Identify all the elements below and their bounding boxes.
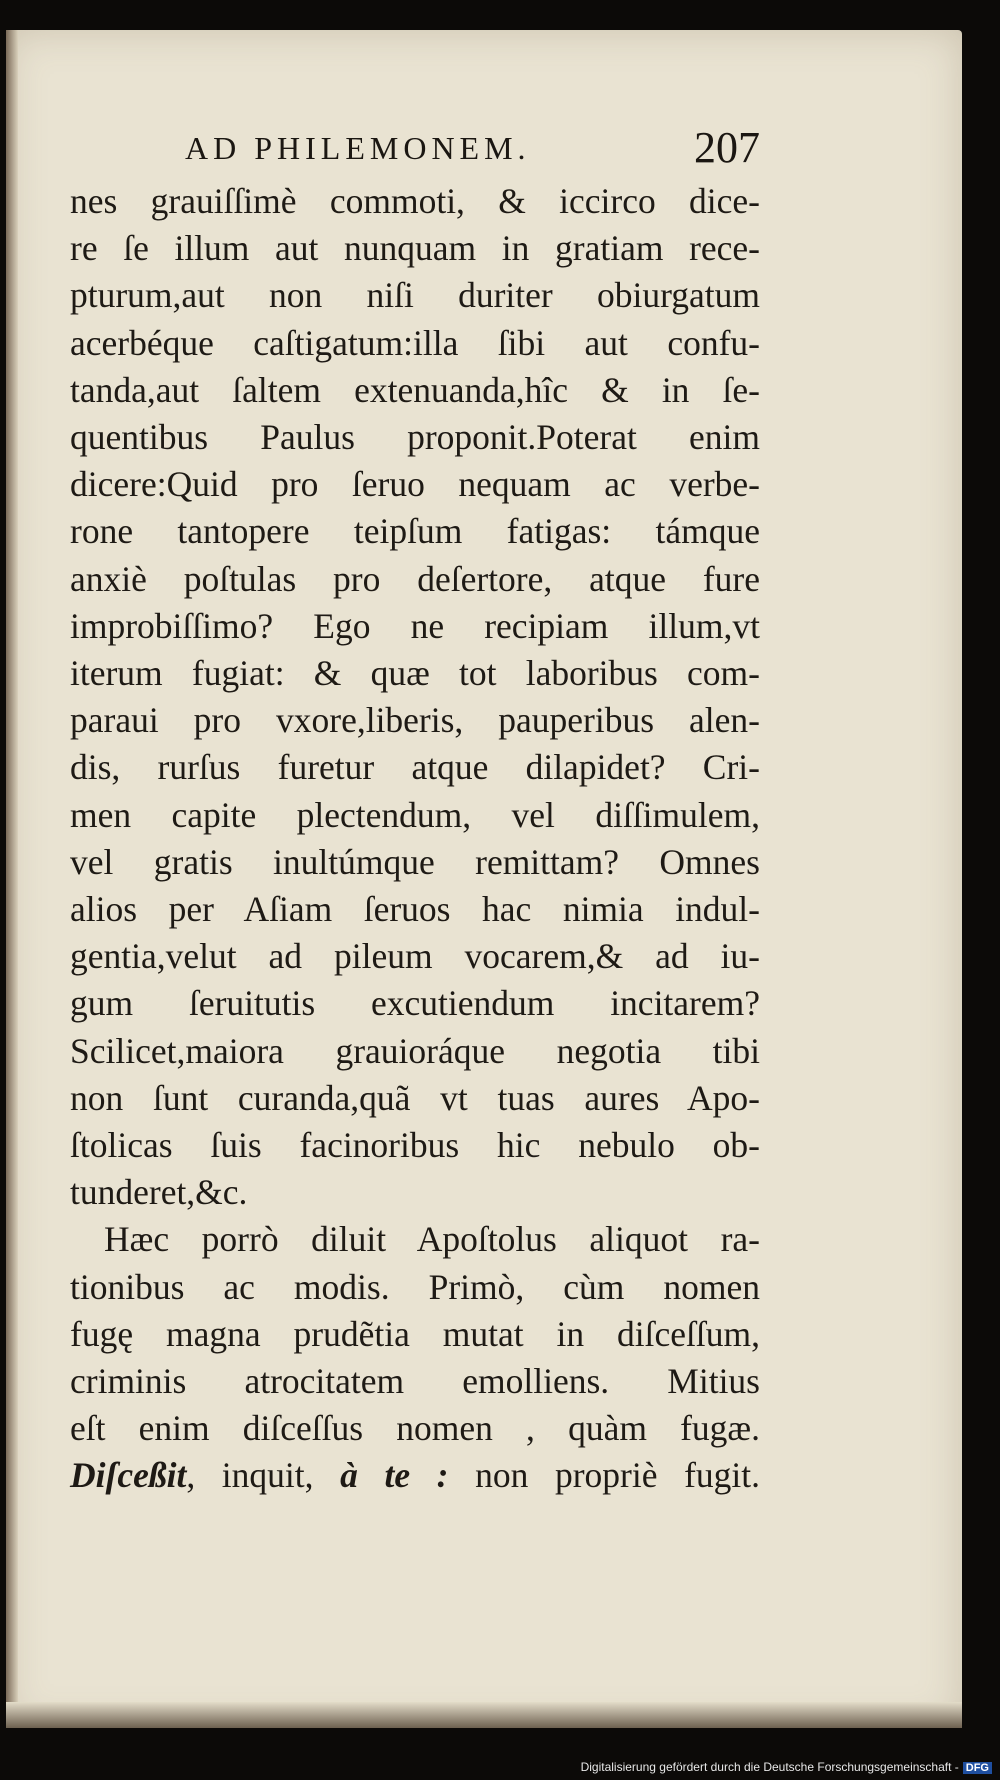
digitization-credit: [581, 1760, 992, 1774]
dfg-logo: DFG: [963, 1762, 992, 1774]
text-line: anxiè poſtulas pro deſertore, atque fure: [70, 558, 760, 599]
text-line: vel gratis inultúmque remittam? Omnes: [70, 841, 760, 882]
text-line: dicere:Quid pro ſeruo nequam ac verbe-: [70, 464, 760, 505]
text-line: tunderet,&c.: [70, 1172, 248, 1213]
text-line: Hæc porrò diluit Apoſtolus aliquot ra-: [104, 1219, 760, 1260]
text-line: re ſe illum aut nunquam in gratiam rece-: [70, 228, 760, 269]
text-line: fugę magna prudẽtia mutat in diſceſſum,: [70, 1313, 760, 1354]
running-title: AD PHILEMONEM.: [185, 130, 531, 166]
emphasis-text: à te :: [340, 1455, 449, 1496]
page-header: [70, 122, 760, 180]
text-line: iterum fugiat: & quæ tot laboribus com-: [70, 653, 760, 694]
text-line: eſt enim diſceſſus nomen , quàm fugæ.: [70, 1408, 760, 1449]
text-line: rone tantopere teipſum fatigas: támque: [70, 511, 760, 552]
text-line: tanda,aut ſaltem extenuanda,hîc & in ſe-: [70, 369, 760, 410]
text-line: alios per Aſiam ſeruos hac nimia indul-: [70, 889, 760, 930]
body-text: [70, 178, 760, 1500]
text-line: men capite plectendum, vel diſſimulem,: [70, 794, 760, 835]
text-span: non propriè fugit.: [448, 1455, 761, 1496]
text-line: improbiſſimo? Ego ne recipiam illum,vt: [70, 605, 760, 646]
text-line: ſtolicas ſuis facinoribus hic nebulo ob-: [70, 1125, 760, 1166]
text-line: acerbéque caſtigatum:illa ſibi aut confu-: [70, 322, 760, 363]
page-bottom-edge: [6, 1702, 962, 1728]
text-line: quentibus Paulus proponit.Poterat enim: [70, 417, 760, 458]
page-number: 207: [694, 123, 760, 172]
text-line-last: [70, 1452, 760, 1499]
text-line: criminis atrocitatem emolliens. Mitius: [70, 1361, 760, 1402]
text-line: dis, rurſus furetur atque dilapidet? Cri-: [70, 747, 760, 788]
text-line: non ſunt curanda,quã vt tuas aures Apo-: [70, 1077, 760, 1118]
text-line: nes grauiſſimè commoti, & iccirco dice-: [70, 181, 760, 221]
credit-text: Digitalisierung gefördert durch die Deutsche Forschungsgemeinschaft -: [580, 1760, 959, 1774]
text-span: , inquit,: [186, 1455, 341, 1496]
text-line: tionibus ac modis. Primò, cùm nomen: [70, 1266, 760, 1307]
page-left-edge: [6, 30, 18, 1728]
text-line: gum ſeruitutis excutiendum incitarem?: [70, 983, 760, 1024]
book-page: [6, 30, 962, 1728]
text-line: gentia,velut ad pileum vocarem,& ad iu-: [70, 936, 760, 977]
text-line: paraui pro vxore,liberis, pauperibus alen-: [70, 700, 760, 741]
text-line: Scilicet,maiora grauioráque negotia tibi: [70, 1030, 760, 1071]
emphasis-text: Diſceßit: [70, 1455, 187, 1496]
text-line: pturum,aut non niſi duriter obiurgatum: [70, 275, 760, 316]
